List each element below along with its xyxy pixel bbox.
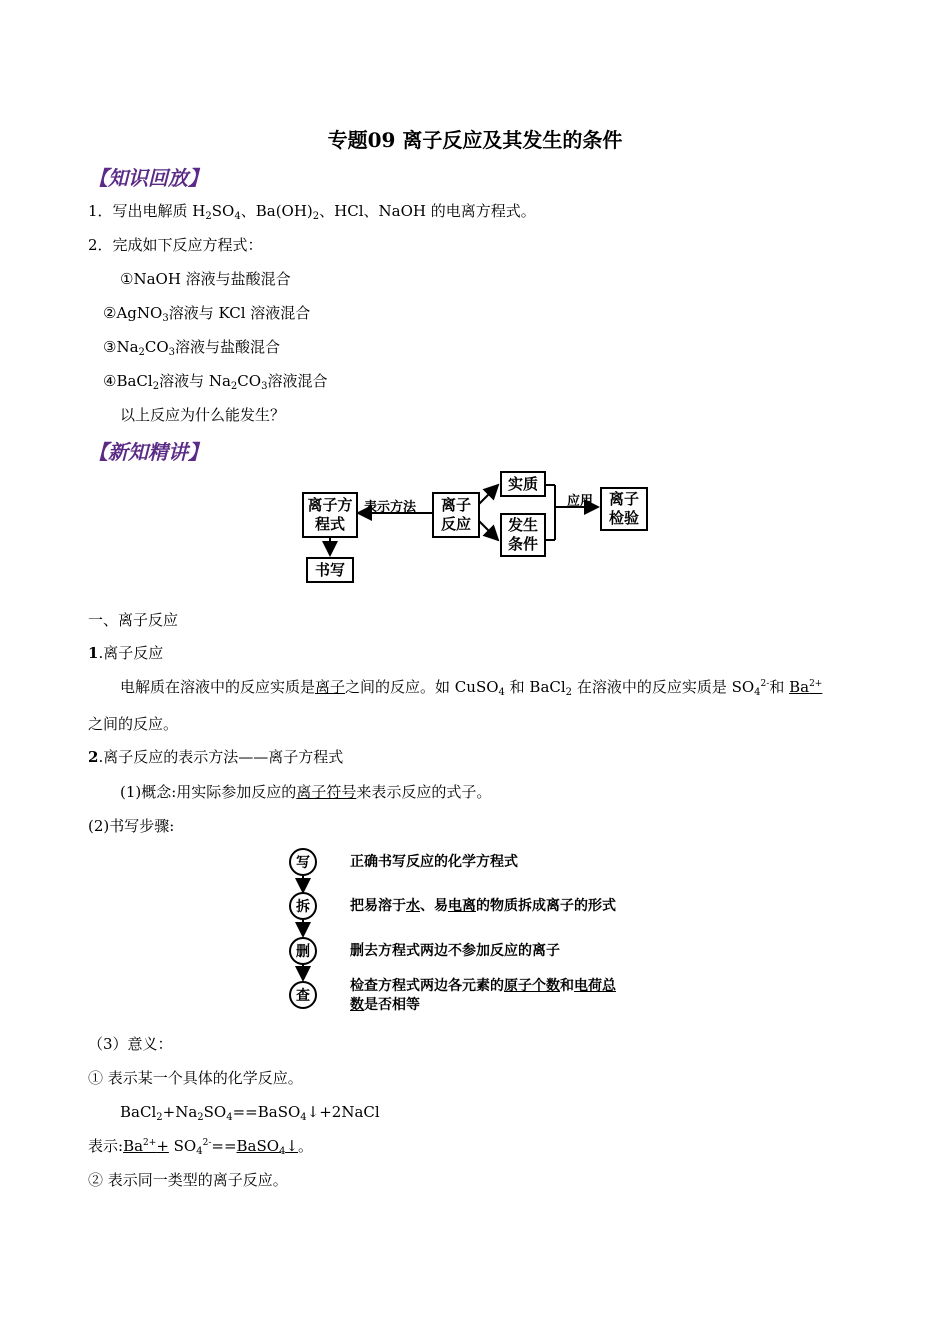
question-2: 2．完成如下反应方程式： xyxy=(88,236,263,254)
label-representation: 表示方法 xyxy=(364,500,417,515)
steps-title: (2)书写步骤: xyxy=(88,817,175,835)
step-circle-write: 写 xyxy=(289,848,317,876)
reaction-3: $③Na_2CO_3$溶液与盐酸混合 xyxy=(103,338,281,358)
arrow-to-essence xyxy=(478,485,498,505)
step-write-text: 正确书写反应的化学方程式 xyxy=(350,854,518,870)
heading-ionic-reaction: 一、离子反应 xyxy=(88,611,179,629)
box-conditions: 发生条件 xyxy=(500,513,546,557)
concept-definition: (1)概念:用实际参加反应的离子符号来表示反应的式子。 xyxy=(120,783,492,801)
question-why: 以上反应为什么能发生？ xyxy=(120,406,286,424)
box-ion-detection: 离子检验 xyxy=(600,487,648,531)
step-circle-check: 查 xyxy=(289,981,317,1009)
step-circle-delete: 删 xyxy=(289,937,317,965)
step-delete-text: 删去方程式两边不参加反应的离子 xyxy=(350,943,560,959)
box-ionic-equation: 离子方程式 xyxy=(302,492,358,538)
box-essence: 实质 xyxy=(500,471,546,497)
steps-arrows xyxy=(286,860,326,990)
paragraph-essence-end: 之间的反应。 xyxy=(88,715,179,733)
reaction-1: ①NaOH 溶液与盐酸混合 xyxy=(120,270,291,288)
step-check-text-2: 数是否相等 xyxy=(350,997,420,1013)
section-heading-review: 【知识回放】 xyxy=(88,166,208,190)
box-writing: 书写 xyxy=(306,557,354,583)
ionic-equation: 表示$:Ba^{2+}+$ $SO_4^{2-}==BaSO_4↓$。 xyxy=(88,1137,314,1157)
question-1: 1．写出电解质 $H_2SO_4$、$Ba(OH)_2$、HCl、NaOH 的电离方程式。 xyxy=(88,202,536,222)
label-application: 应用 xyxy=(567,494,594,509)
step-split-text: 把易溶于水、易电离的物质拆成离子的形式 xyxy=(350,898,616,914)
step-circle-split: 拆 xyxy=(289,892,317,920)
meaning-heading: （3）意义： xyxy=(88,1035,173,1053)
section-heading-new: 【新知精讲】 xyxy=(88,440,208,464)
arrow-to-conditions xyxy=(478,520,498,540)
subheading-1: 1.离子反应 xyxy=(88,644,164,662)
paragraph-essence: 电解质在溶液中的反应实质是离子之间的反应。如 CuSO$_4$ 和 BaCl$_2$ 在溶液中的反应实质是 $SO_4^{2-}$和 $Ba^{2+}$ xyxy=(120,678,823,698)
box-ionic-reaction: 离子反应 xyxy=(432,492,480,538)
chemical-equation: $BaCl_2+Na_2SO_4==BaSO_4↓+2NaCl$ xyxy=(120,1103,380,1123)
meaning-1: ① 表示某一个具体的化学反应。 xyxy=(88,1069,303,1087)
step-check-text-1: 检查方程式两边各元素的原子个数和电荷总 xyxy=(350,978,616,994)
page-title: 专题09 离子反应及其发生的条件 xyxy=(327,128,623,152)
meaning-2: ② 表示同一类型的离子反应。 xyxy=(88,1171,288,1189)
reaction-2: ②AgNO$_3$溶液与 KCl 溶液混合 xyxy=(103,304,311,324)
reaction-4: ④BaCl$_2$溶液与 $Na_2CO_3$溶液混合 xyxy=(103,372,328,392)
subheading-2: 2.离子反应的表示方法——离子方程式 xyxy=(88,748,344,766)
